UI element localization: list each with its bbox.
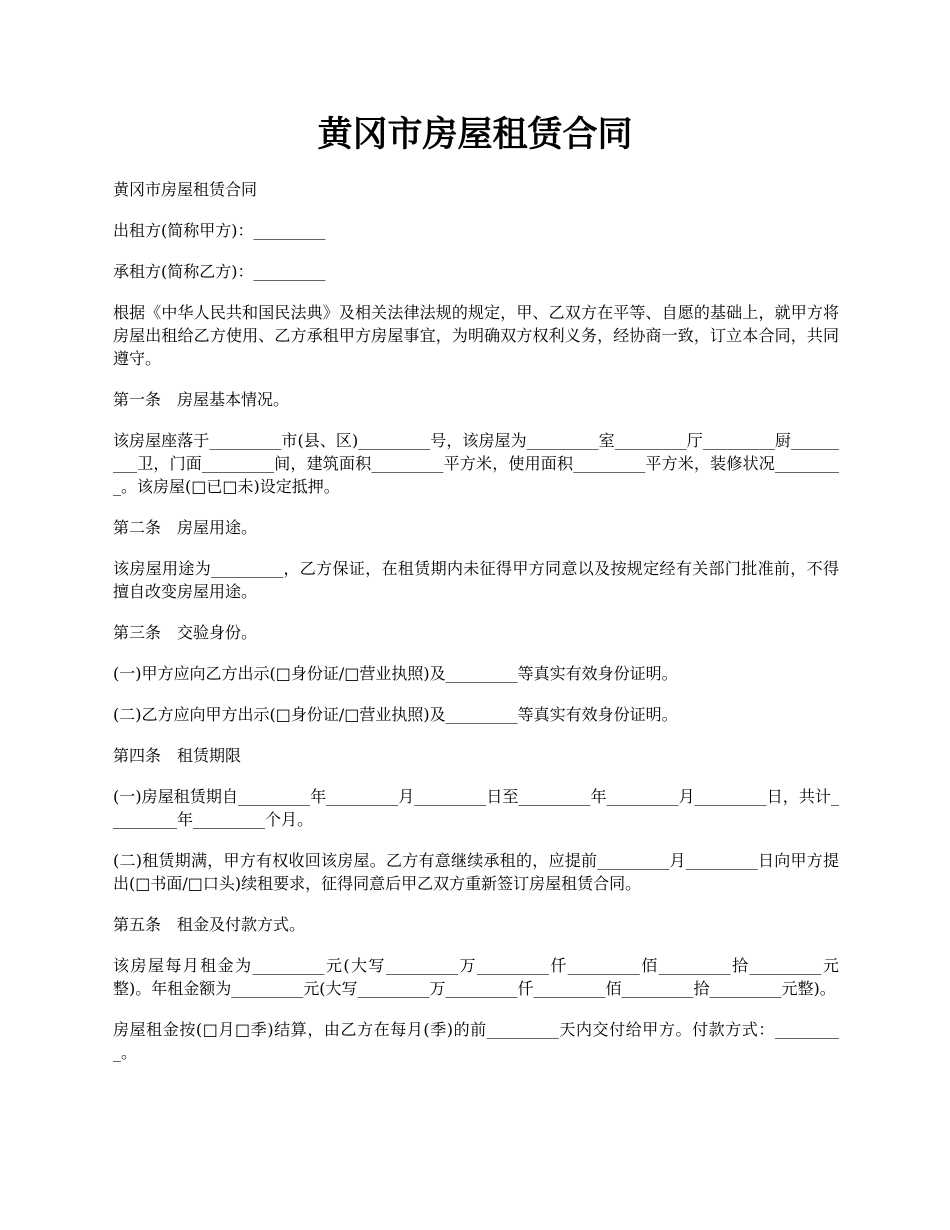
article-3-clause-1: (一)甲方应向乙方出示(□身份证/□营业执照)及_________等真实有效身份证明。 — [113, 664, 678, 683]
article-3-clause-2: (二)乙方应向甲方出示(□身份证/□营业执照)及_________等真实有效身份证明。 — [113, 705, 678, 724]
article-4-heading: 第四条 租赁期限 — [113, 746, 242, 765]
article-4-clause-2: (二)租赁期满，甲方有权收回该房屋。乙方有意继续承租的，应提前_________月_________日向甲方提出(□书面/□口头)续租要求，征得同意后甲乙双方重新签订房屋租赁合同。 — [113, 851, 839, 893]
article-5-heading: 第五条 租金及付款方式。 — [113, 915, 306, 934]
lessee-field: 承租方(简称乙方)：_________ — [113, 262, 326, 281]
article-1-heading: 第一条 房屋基本情况。 — [113, 390, 290, 409]
subtitle-paragraph: 黄冈市房屋租赁合同 — [113, 180, 258, 199]
article-3-heading: 第三条 交验身份。 — [113, 623, 258, 642]
article-1-body: 该房屋座落于_________市(县、区)_________号，该房屋为_________室_________厅_________厨_________卫，门面_________间，建筑面积_________平方米，使用面积_________平方米，装修状况_________。该房屋(□已□未)设定抵押。 — [113, 431, 839, 496]
article-5-payment-terms: 房屋租金按(□月□季)结算，由乙方在每月(季)的前_________天内交付给甲方。付款方式：_________。 — [113, 1020, 839, 1062]
article-4-clause-1: (一)房屋租赁期自_________年_________月_________日至_________年_________月_________日，共计_________年_________个月。 — [113, 787, 839, 829]
document-body — [113, 178, 839, 1082]
lessor-field: 出租方(简称甲方)：_________ — [113, 221, 326, 240]
article-2-body: 该房屋用途为_________，乙方保证，在租赁期内未征得甲方同意以及按规定经有关部门批准前，不得擅自改变房屋用途。 — [113, 559, 839, 601]
article-5-rent-amount: 该房屋每月租金为_________元(大写_________万_________仟_________佰_________拾_________元整)。年租金额为_________元(大写_________万_________仟_________佰_________拾_________元整)。 — [113, 956, 839, 998]
article-2-heading: 第二条 房屋用途。 — [113, 518, 258, 537]
document-title: 黄冈市房屋租赁合同 — [317, 114, 633, 155]
preamble-paragraph: 根据《中华人民共和国民法典》及相关法律法规的规定，甲、乙双方在平等、自愿的基础上，就甲方将房屋出租给乙方使用、乙方承租甲方房屋事宜，为明确双方权利义务，经协商一致，订立本合同，共同遵守。 — [113, 303, 839, 368]
